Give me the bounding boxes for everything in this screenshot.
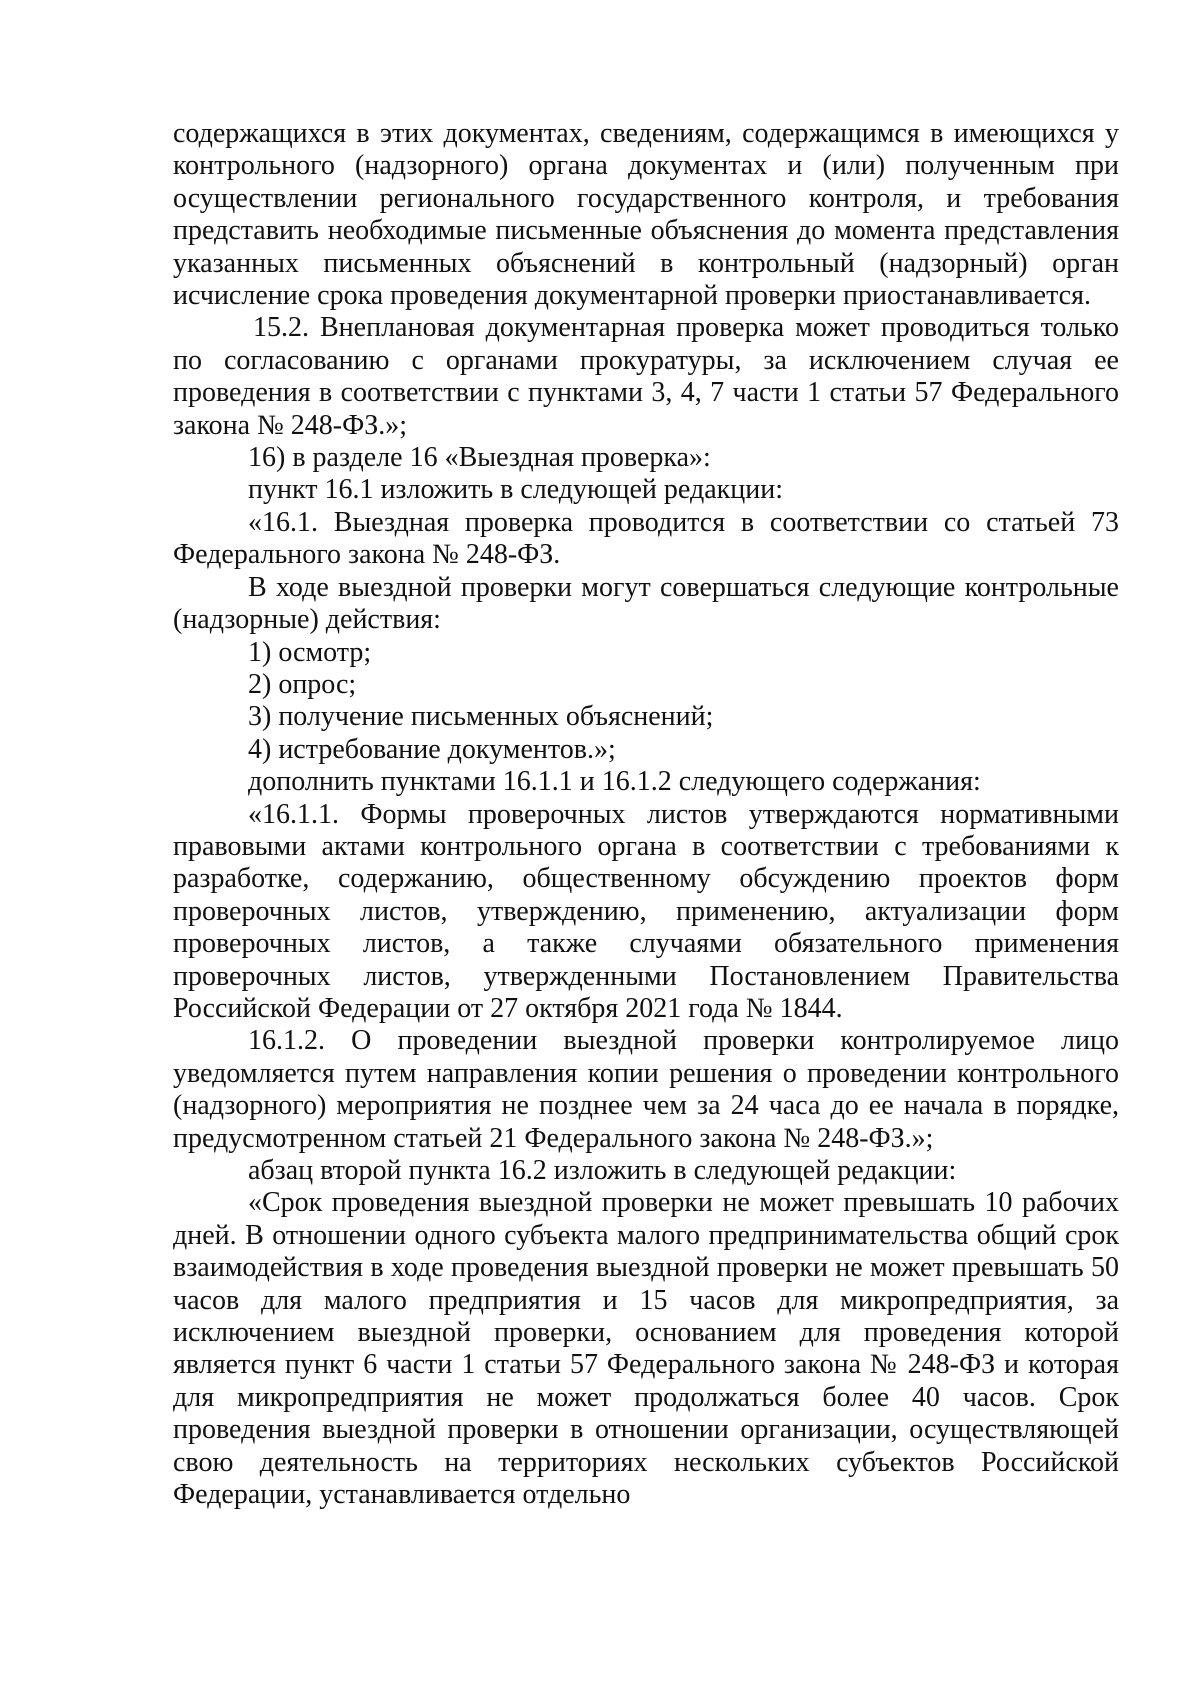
paragraph-16-1-2: 16.1.2. О проведении выездной проверки контролируемое лицо уведомляется путем направления копии решения о проведении контрольного (надзорного) мероприятия не позднее чем за 24 часа до ее начала в порядке, предусмотренном статьей 21 Федерального закона № 248-ФЗ.»;	[173, 1025, 1119, 1154]
list-item-inspection: 1) осмотр;	[248, 636, 372, 668]
document-page	[173, 118, 1119, 1511]
paragraph-15-2: 15.2. Внеплановая документарная проверка может проводиться только по согласованию с органами прокуратуры, за исключением случая ее проведения в соответствии с пунктами 3, 4, 7 части 1 статьи 57 Федерального закона № 248-ФЗ.»;	[173, 312, 1119, 441]
paragraph-16-2-intro: абзац второй пункта 16.2 изложить в следующей редакции:	[248, 1155, 957, 1186]
paragraph-section-16: 16) в разделе 16 «Выездная проверка»:	[248, 442, 711, 474]
paragraph-16-1-1: «16.1.1. Формы проверочных листов утверждаются нормативными правовыми актами контрольного органа в соответствии с требованиями к разработке, содержанию, общественному обсуждению проектов форм проверочных листов, утверждению, применению, актуализации форм проверочных листов, а также случаями обязательного применения проверочных листов, утвержденными Постановлением Правительства Российской Федерации от 27 октября 2021 года № 1844.	[173, 798, 1119, 1024]
paragraph-inspection-term: «Срок проведения выездной проверки не может превышать 10 рабочих дней. В отношении одного субъекта малого предпринимательства общий срок взаимодействия в ходе проведения выездной проверки не может превышать 50 часов для малого предприятия и 15 часов для микропредприятия, за исключением выездной проверки, основанием для проведения которой является пункт 6 части 1 статьи 57 Федерального закона № 248-ФЗ и которая для микропредприятия не может продолжаться более 40 часов. Срок проведения выездной проверки в отношении организации, осуществляющей свою деятельность на территориях нескольких субъектов Российской Федерации, устанавливается отдельно	[173, 1187, 1119, 1511]
list-item-written-explanations: 3) получение письменных объяснений;	[248, 701, 714, 733]
paragraph-continuation: содержащихся в этих документах, сведениям, содержащимся в имеющихся у контрольного (надзорного) органа документах и (или) полученным при осуществлении регионального государственного контроля, и требования представить необходимые письменные объяснения до момента представления указанных письменных объяснений в контрольный (надзорный) орган исчисление срока проведения документарной проверки приостанавливается.	[173, 118, 1119, 312]
list-item-document-request: 4) истребование документов.»;	[248, 733, 616, 765]
paragraph-16-1: «16.1. Выездная проверка проводится в соответствии со статьей 73 Федерального закона № 248-ФЗ.	[173, 506, 1119, 571]
paragraph-control-actions: В ходе выездной проверки могут совершаться следующие контрольные (надзорные) действия:	[173, 571, 1119, 636]
paragraph-point-16-1-intro: пункт 16.1 изложить в следующей редакции:	[248, 474, 783, 506]
list-item-survey: 2) опрос;	[248, 668, 357, 700]
paragraph-supplement-intro: дополнить пунктами 16.1.1 и 16.1.2 следующего содержания:	[248, 766, 981, 798]
